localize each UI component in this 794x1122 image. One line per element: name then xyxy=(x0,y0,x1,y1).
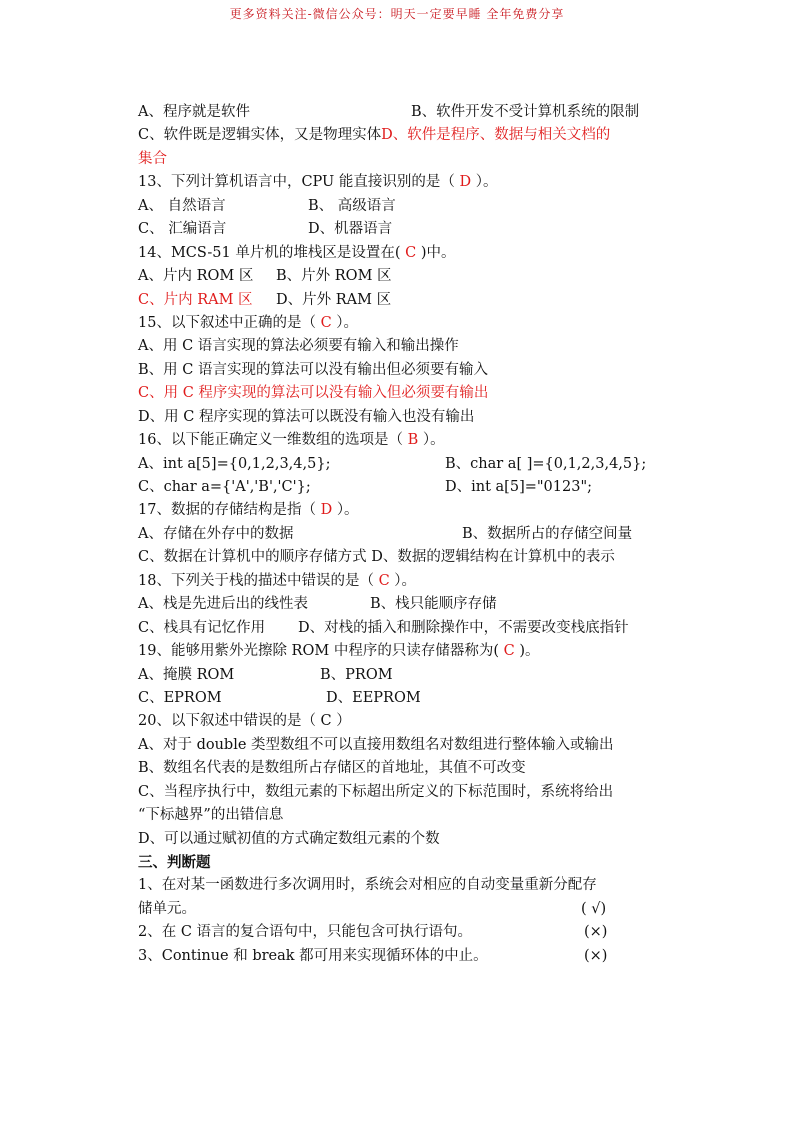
q17-stem xyxy=(138,499,668,522)
tf-item-1-text: 储单元。 xyxy=(138,900,196,917)
q15-option-a: A、用 C 语言实现的算法必须要有输入和输出操作 xyxy=(138,338,459,355)
q19-row-ab xyxy=(138,664,668,687)
q19-option-b: B、PROM xyxy=(320,666,393,683)
q19-option-c: C、EPROM xyxy=(138,689,222,706)
q12-row-ab xyxy=(138,101,668,124)
q18-stem-end: ）。 xyxy=(394,572,417,589)
q18-stem-text: 18、下列关于栈的描述中错误的是（ xyxy=(138,572,374,589)
tf-item-3-mark: (×) xyxy=(584,947,608,964)
q19-stem xyxy=(138,640,668,663)
q17-stem-end: ）。 xyxy=(336,502,359,519)
q18-stem xyxy=(138,570,668,593)
q14-option-d: D、片外 RAM 区 xyxy=(276,291,392,308)
q18-row-ab xyxy=(138,593,668,616)
tf-item-2 xyxy=(138,921,668,944)
q13-option-c: C、 汇编语言 xyxy=(138,221,227,238)
tf-item-3-text: 3、Continue 和 break 都可用来实现循环体的中止。 xyxy=(138,947,488,964)
q19-option-a: A、掩膜 ROM xyxy=(138,666,235,683)
q16-option-d: D、int a[5]="0123"; xyxy=(445,479,592,495)
q19-row-cd xyxy=(138,687,668,710)
q12-option-b: B、软件开发不受计算机系统的限制 xyxy=(411,104,640,120)
q20-option-c: C、当程序执行中，数组元素的下标超出所定义的下标范围时，系统将给出 xyxy=(138,783,614,800)
tf-item-3 xyxy=(138,945,668,968)
header-banner: 更多资料关注-微信公众号：明天一定要早睡 全年免费分享 xyxy=(229,7,565,21)
q18-option-c: C、栈具有记忆作用 xyxy=(138,619,266,636)
q16-option-b: B、char a[ ]={0,1,2,3,4,5}; xyxy=(445,455,647,472)
q17-option-a: A、存储在外存中的数据 xyxy=(138,525,294,542)
tf-item-2-text: 2、在 C 语言的复合语句中，只能包含可执行语句。 xyxy=(138,924,473,941)
q19-answer: C xyxy=(503,643,515,660)
section-title: 三、判断题 xyxy=(138,854,211,871)
q18-row-cd xyxy=(138,617,668,640)
q14-option-b: B、片外 ROM 区 xyxy=(276,268,392,285)
q13-option-b: B、 高级语言 xyxy=(308,197,396,214)
q17-option-b: B、数据所占的存储空间量 xyxy=(462,525,633,542)
q20-option-d: D、可以通过赋初值的方式确定数组元素的个数 xyxy=(138,830,440,847)
q20-option-c-cont: “下标越界”的出错信息 xyxy=(138,807,284,824)
q17-option-cd: C、数据在计算机中的顺序存储方式 D、数据的逻辑结构在计算机中的表示 xyxy=(138,549,615,566)
q15-stem-text: 15、以下叙述中正确的是（ xyxy=(138,314,316,331)
q13-row-cd xyxy=(138,218,668,241)
q13-stem-end: ）。 xyxy=(475,174,498,191)
q15-stem-end: ）。 xyxy=(336,314,359,331)
q17-row-ab xyxy=(138,523,668,546)
q13-stem xyxy=(138,171,668,194)
q14-option-a: A、片内 ROM 区 xyxy=(138,268,254,285)
q14-stem xyxy=(138,242,668,265)
q19-stem-text: 19、能够用紫外光擦除 ROM 中程序的只读存储器称为( xyxy=(138,643,499,660)
q13-row-ab xyxy=(138,195,668,218)
q12-option-c: C、软件既是逻辑实体，又是物理实体 xyxy=(138,127,382,144)
q14-answer: C xyxy=(405,244,417,261)
q13-option-a: A、 自然语言 xyxy=(138,197,226,214)
q18-option-d: D、对栈的插入和删除操作中，不需要改变栈底指针 xyxy=(298,619,629,636)
q17-answer: D xyxy=(320,502,333,519)
q20-option-a: A、对于 double 类型数组不可以直接用数组名对数组进行整体输入或输出 xyxy=(138,736,614,753)
q16-answer: B xyxy=(407,432,419,449)
q15-option-c: C、用 C 程序实现的算法可以没有输入但必须要有输出 xyxy=(138,385,489,402)
q18-option-a: A、栈是先进后出的线性表 xyxy=(138,596,308,613)
q13-option-d: D、机器语言 xyxy=(308,221,393,238)
tf-item-1: 1、在对某一函数进行多次调用时，系统会对相应的自动变量重新分配存 xyxy=(138,877,597,894)
q16-stem-end: ）。 xyxy=(422,432,445,449)
q15-option-b: B、用 C 语言实现的算法可以没有输出但必须要有输入 xyxy=(138,361,488,378)
q16-stem-text: 16、以下能正确定义一维数组的选项是（ xyxy=(138,432,403,449)
q14-stem-end: )中。 xyxy=(420,244,456,261)
q12-option-d-cont: 集合 xyxy=(138,150,167,167)
q15-stem xyxy=(138,312,668,335)
q20-stem: 20、以下叙述中错误的是（ C ） xyxy=(138,713,351,730)
q18-answer: C xyxy=(378,572,390,589)
q14-row-cd xyxy=(138,289,668,312)
q12-row-cd xyxy=(138,124,668,147)
q14-option-c: C、片内 RAM 区 xyxy=(138,291,253,308)
q15-option-d: D、用 C 程序实现的算法可以既没有输入也没有输出 xyxy=(138,408,475,425)
q16-stem xyxy=(138,429,668,452)
document-body xyxy=(138,101,668,968)
q19-option-d: D、EEPROM xyxy=(326,689,421,706)
q18-option-b: B、栈只能顺序存储 xyxy=(370,596,497,613)
tf-item-1-mark: ( √) xyxy=(581,900,607,917)
q12-option-d: D、软件是程序、数据与相关文档的 xyxy=(381,127,611,144)
q16-option-c: C、char a={'A','B','C'}; xyxy=(138,479,311,495)
q14-stem-text: 14、MCS-51 单片机的堆栈区是设置在( xyxy=(138,244,401,261)
q17-stem-text: 17、数据的存储结构是指（ xyxy=(138,502,316,519)
q13-stem-text: 13、下列计算机语言中，CPU 能直接识别的是（ xyxy=(138,174,455,191)
tf-item-2-mark: (×) xyxy=(584,924,608,941)
q16-row-cd xyxy=(138,476,668,499)
q19-stem-end: )。 xyxy=(519,643,540,660)
q15-answer: C xyxy=(320,314,332,331)
q13-answer: D xyxy=(459,174,472,191)
tf-item-1-cont xyxy=(138,898,668,921)
q16-option-a: A、int a[5]={0,1,2,3,4,5}; xyxy=(138,455,331,472)
q12-option-a: A、程序就是软件 xyxy=(138,104,250,120)
q16-row-ab xyxy=(138,453,668,476)
q20-option-b: B、数组名代表的是数组所占存储区的首地址，其值不可改变 xyxy=(138,760,526,777)
q14-row-ab xyxy=(138,265,668,288)
